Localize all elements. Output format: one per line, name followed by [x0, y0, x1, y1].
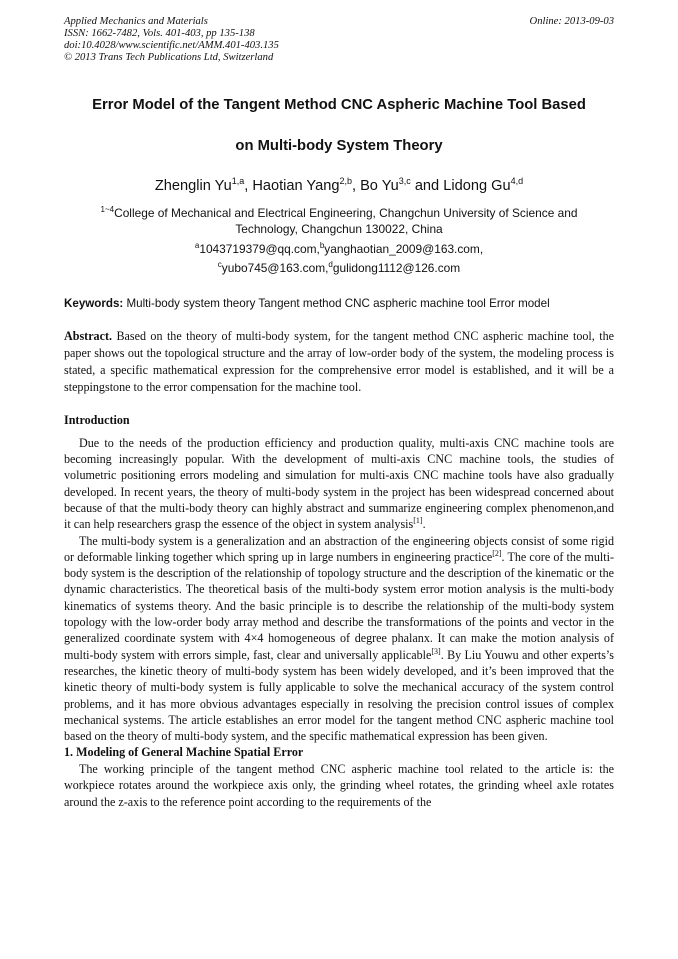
email-sup: c	[217, 260, 222, 270]
section-heading-1: 1. Modeling of General Machine Spatial Error	[64, 745, 304, 760]
paragraph	[64, 435, 614, 533]
paragraph-text: . By Liu Youwu and other experts’s researches, the kinetic theory of multi-body system has been widely developed, and it’s been improved that the kinetic theory of multi-body system is fully applicable to solve the mechanical accuracy of the system control problems, and it has more obvious advantages especially in resolving the precision control issues of complex mechanical systems. The article establishes an error model for the tangent method CNC aspheric machine tool based on the theory of multi-body system, and the specific mathematical expression has been given.	[64, 647, 614, 744]
affiliation-line-2: Technology, Changchun 130022, China	[235, 222, 443, 237]
email-c[interactable]: yubo745@163.com,	[221, 261, 329, 276]
author-sep: ,	[244, 177, 253, 194]
citation[interactable]: [1]	[413, 516, 423, 526]
paragraph-text: Due to the needs of the production efficiency and production quality, multi-axis CNC machine tools are becoming increasingly popular. With the development of multi-axis CNC machine tools, the studies of volumetric positioning errors modeling and simulation for multi-axis CNC machine tools have also gradually developed. In recent years, the theory of multi-body system in the project has been widespread concerned about because of that the multi-body theory can highly abstract and summarize engineering complex phenomenon,and it can help researchers grasp the essence of the object in system analysis	[64, 435, 614, 532]
journal-name: Applied Mechanics and Materials	[64, 16, 208, 27]
email-sup: b	[319, 240, 325, 250]
keywords-text: Multi-body system theory Tangent method CNC aspheric machine tool Error model	[123, 296, 550, 310]
paragraph-text: The multi-body system is a generalization and an abstraction of the engineering objects consist of some rigid or deformable linking together which spring up in large numbers in engineering practice	[64, 533, 614, 564]
keywords-label: Keywords:	[64, 296, 124, 310]
author-list	[64, 171, 614, 196]
author-sup: 3,c	[398, 176, 411, 186]
journal-header	[64, 16, 614, 64]
introduction-body	[64, 435, 614, 745]
journal-issn: ISSN: 1662-7482, Vols. 401-403, pp 135-138	[64, 28, 255, 39]
journal-doi[interactable]: doi:10.4028/www.scientific.net/AMM.401-403.135	[64, 40, 279, 51]
abstract	[64, 328, 614, 396]
affiliation-sup: 1~4	[100, 204, 115, 214]
journal-info	[64, 16, 279, 64]
author-sup: 2,b	[339, 176, 352, 186]
abstract-text: Based on the theory of multi-body system, for the tangent method CNC aspheric machine tool, the paper shows out the topological structure and the array of low-order body of the system, the modeling process is stated, a specific mathematical expression for the comprehensive error model is established, and it will be a steppingstone to the error compensation for the machine tool.	[64, 328, 614, 394]
title-line-2: on Multi-body System Theory	[235, 138, 443, 154]
title-line-1: Error Model of the Tangent Method CNC Aspheric Machine Tool Based	[92, 97, 586, 113]
journal-copyright: © 2013 Trans Tech Publications Ltd, Switzerland	[64, 52, 274, 63]
paragraph: The working principle of the tangent method CNC aspheric machine tool related to the article is: the workpiece rotates around the workpiece axis only, the grinding wheel rotates, the grinding wheel axle rotates around the z-axis to the reference point according to the requirements of the	[64, 761, 614, 809]
affiliation-block	[64, 202, 614, 277]
affiliation-text: College of Mechanical and Electrical Engineering, Changchun University of Science and	[114, 205, 578, 220]
author-sup: 4,d	[510, 176, 524, 186]
author-sup: 1,a	[231, 176, 245, 186]
author-sep: and	[410, 177, 444, 194]
author-name: Bo Yu	[360, 177, 399, 194]
affiliation-line-1	[64, 202, 614, 221]
author-name: Haotian Yang	[252, 177, 340, 194]
author-name: Zhenglin Yu	[154, 177, 232, 194]
citation[interactable]: [3]	[431, 646, 441, 656]
paragraph	[64, 533, 614, 745]
paragraph-text: .	[422, 517, 426, 532]
email-a[interactable]: 1043719379@qq.com,	[199, 241, 320, 256]
abstract-label: Abstract.	[64, 328, 113, 343]
author-sep: ,	[351, 177, 361, 194]
citation[interactable]: [2]	[492, 548, 502, 558]
online-date: Online: 2013-09-03	[529, 16, 614, 27]
email-d[interactable]: gulidong1112@126.com	[332, 261, 461, 276]
author-name: Lidong Gu	[443, 177, 511, 194]
paragraph-text: . The core of the multi-body system is the description of the relationship of topology structure and the description of the kinematic or the dynamic characteristics. The theoretical basis of the multi-body system error motion analysis is the multi-body kinematics of systems theory. And the basic principle is to describe the relationship of the multi-body system topology with the low-order body array method and describe the transformations of the points and vector in the generalized coordinate system with 4×4 homogeneous of degree phalanx. It can make the motion analysis of multi-body system with errors simple, fast, clear and universally applicable	[64, 549, 614, 662]
email-sup: d	[328, 260, 333, 270]
keywords	[64, 296, 614, 312]
email-line-1	[64, 238, 614, 257]
paper-title	[64, 85, 614, 167]
email-line-2	[64, 257, 614, 276]
email-sup: a	[194, 240, 200, 250]
section-heading-introduction: Introduction	[64, 412, 130, 427]
email-b[interactable]: yanghaotian_2009@163.com,	[324, 241, 484, 256]
